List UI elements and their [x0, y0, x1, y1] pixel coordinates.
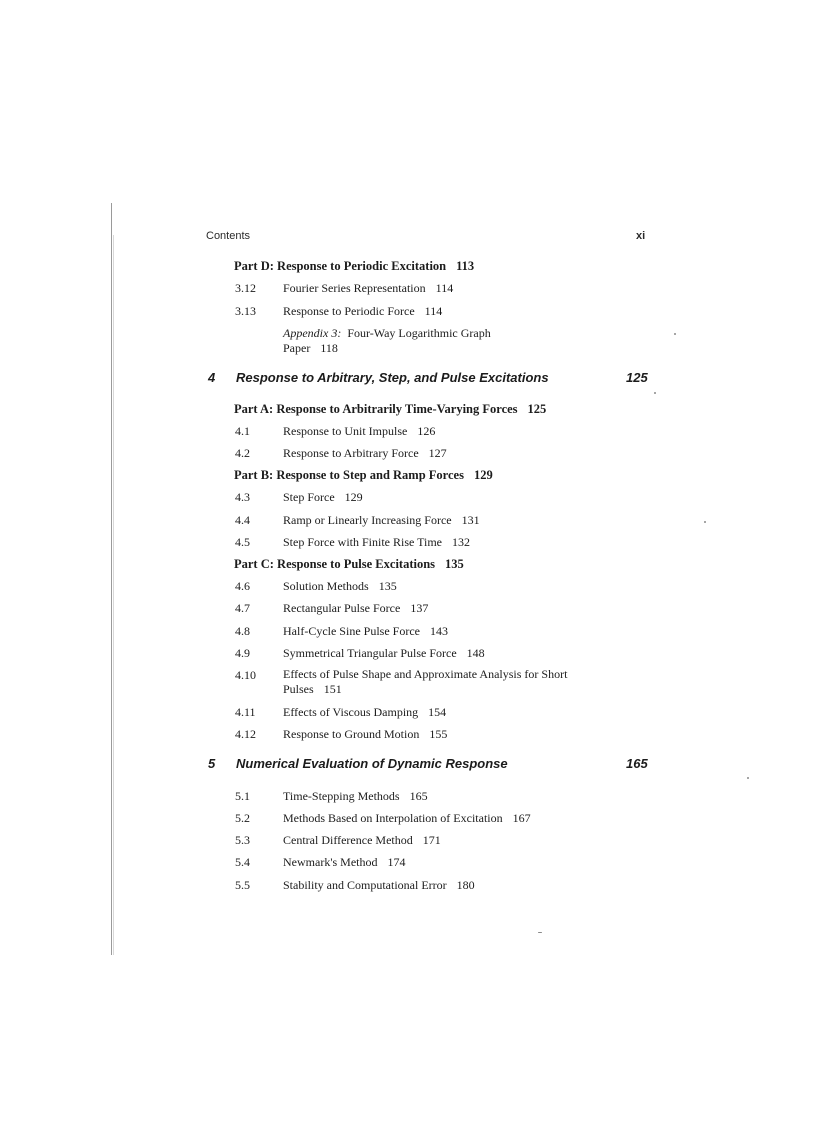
- section-entry: [283, 424, 435, 438]
- section-title: Central Difference Method: [283, 833, 413, 847]
- appendix-page: 118: [320, 341, 338, 355]
- section-page: 135: [378, 579, 397, 593]
- appendix-label: Appendix 3:: [283, 326, 342, 340]
- section-page: 154: [428, 705, 447, 719]
- section-page: 114: [435, 281, 454, 295]
- chapter-title: Response to Arbitrary, Step, and Pulse Excitations: [236, 370, 549, 385]
- section-entry: [283, 646, 485, 660]
- section-page: 167: [512, 811, 531, 825]
- section-number: 5.3: [235, 833, 250, 847]
- section-title: Response to Ground Motion: [283, 727, 420, 741]
- section-page: 114: [424, 304, 443, 318]
- section-entry: [283, 727, 447, 741]
- section-page: 155: [429, 727, 448, 741]
- section-number: 4.3: [235, 490, 250, 504]
- section-number: 5.4: [235, 855, 250, 869]
- section-page: 126: [417, 424, 436, 438]
- section-number: 4.8: [235, 624, 250, 638]
- section-entry: [283, 624, 448, 638]
- section-number: 4.6: [235, 579, 250, 593]
- running-head: Contents: [206, 230, 251, 242]
- part-page: 129: [473, 468, 493, 482]
- section-entry: [283, 281, 453, 295]
- part-label: Part A: Response to Arbitrarily Time-Varying Forces: [234, 402, 518, 416]
- section-number: 4.5: [235, 535, 250, 549]
- section-title: Response to Unit Impulse: [283, 424, 408, 438]
- part-heading-a: [234, 402, 546, 416]
- section-number: 4.2: [235, 446, 250, 460]
- section-title: Fourier Series Representation: [283, 281, 426, 295]
- section-entry: [283, 667, 573, 697]
- part-label: Part D: Response to Periodic Excitation: [234, 259, 447, 273]
- section-entry: [283, 579, 397, 593]
- section-title: Newmark's Method: [283, 855, 378, 869]
- section-entry: [283, 601, 428, 615]
- section-entry: [283, 705, 446, 719]
- section-page: 127: [428, 446, 447, 460]
- part-page: 135: [445, 557, 464, 571]
- part-page: 113: [456, 259, 475, 273]
- part-label: Part C: Response to Pulse Excitations: [234, 557, 436, 571]
- section-number: 4.1: [235, 424, 250, 438]
- part-heading-d: [234, 259, 474, 273]
- section-entry: [283, 789, 428, 803]
- section-title: Step Force: [283, 490, 335, 504]
- section-title: Response to Periodic Force: [283, 304, 415, 318]
- part-page: 125: [527, 402, 547, 416]
- section-page: 180: [456, 878, 475, 892]
- section-page: 132: [452, 535, 471, 549]
- section-title: Effects of Pulse Shape and Approximate Analysis for Short Pulses: [283, 667, 568, 696]
- section-title: Stability and Computational Error: [283, 878, 447, 892]
- section-number: 4.7: [235, 601, 250, 615]
- section-entry: [283, 811, 531, 825]
- section-page: 165: [409, 789, 428, 803]
- section-number: 5.1: [235, 789, 250, 803]
- section-page: 129: [344, 490, 363, 504]
- section-page: 148: [466, 646, 485, 660]
- chapter-number: 4: [208, 370, 216, 385]
- section-page: 174: [387, 855, 406, 869]
- section-entry: [283, 513, 480, 527]
- section-number: 4.12: [235, 727, 256, 741]
- section-title: Ramp or Linearly Increasing Force: [283, 513, 452, 527]
- appendix-entry-line2: [283, 341, 338, 355]
- section-number: 3.12: [235, 281, 256, 295]
- section-title: Response to Arbitrary Force: [283, 446, 419, 460]
- appendix-title-line2: Paper: [283, 341, 311, 355]
- section-title: Rectangular Pulse Force: [283, 601, 401, 615]
- section-number: 5.5: [235, 878, 250, 892]
- section-page: 143: [429, 624, 448, 638]
- chapter-number: 5: [208, 756, 216, 771]
- part-label: Part B: Response to Step and Ramp Forces: [234, 468, 464, 482]
- section-title: Symmetrical Triangular Pulse Force: [283, 646, 457, 660]
- section-entry: [283, 535, 470, 549]
- chapter-page: 165: [626, 756, 648, 771]
- appendix-title-line1: Four-Way Logarithmic Graph: [347, 326, 491, 340]
- chapter-title: Numerical Evaluation of Dynamic Response: [236, 756, 508, 771]
- section-entry: [283, 855, 405, 869]
- section-entry: [283, 833, 441, 847]
- section-entry: [283, 446, 447, 460]
- section-number: 4.9: [235, 646, 250, 660]
- part-heading-b: [234, 468, 493, 482]
- page-number: xi: [636, 230, 646, 242]
- section-page: 171: [422, 833, 441, 847]
- section-title: Step Force with Finite Rise Time: [283, 535, 443, 549]
- section-number: 4.10: [235, 668, 256, 682]
- section-page: 131: [461, 513, 480, 527]
- section-title: Solution Methods: [283, 579, 369, 593]
- section-entry: [283, 878, 475, 892]
- part-heading-c: [234, 557, 464, 571]
- section-title: Half-Cycle Sine Pulse Force: [283, 624, 420, 638]
- chapter-page: 125: [626, 370, 648, 385]
- section-number: 4.11: [235, 705, 256, 719]
- section-title: Time-Stepping Methods: [283, 789, 400, 803]
- section-title: Methods Based on Interpolation of Excitation: [283, 811, 503, 825]
- section-number: 5.2: [235, 811, 250, 825]
- section-entry: [283, 490, 363, 504]
- section-number: 3.13: [235, 304, 256, 318]
- section-page: 151: [323, 682, 342, 696]
- appendix-entry: [283, 326, 491, 340]
- section-title: Effects of Viscous Damping: [283, 705, 419, 719]
- section-entry: [283, 304, 442, 318]
- section-page: 137: [410, 601, 429, 615]
- section-number: 4.4: [235, 513, 250, 527]
